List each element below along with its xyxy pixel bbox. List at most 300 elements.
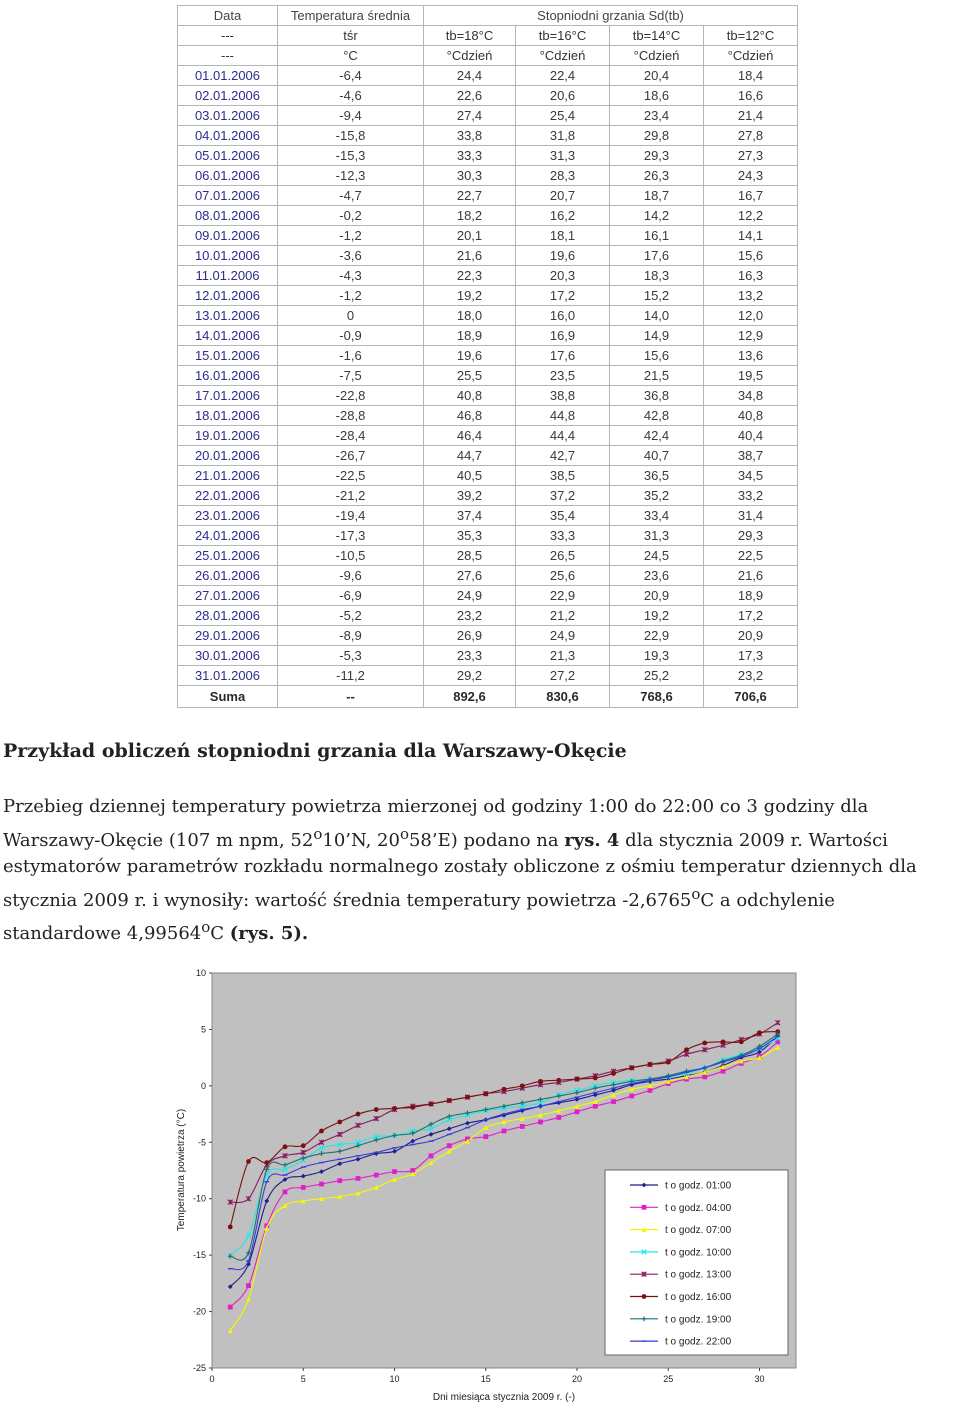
cell-mean-temp: -15,8 xyxy=(278,126,424,146)
table-row xyxy=(178,206,798,226)
cell-sd-14: 40,7 xyxy=(610,446,704,466)
legend-label: t o godz. 19:00 xyxy=(665,1314,732,1326)
cell-sd-12: 29,3 xyxy=(704,526,798,546)
para-sup: o xyxy=(313,824,323,843)
cell-sd-12: 18,9 xyxy=(704,586,798,606)
data-point xyxy=(648,1088,653,1093)
header-row-1 xyxy=(178,6,798,26)
cell-sd-12: 22,5 xyxy=(704,546,798,566)
cell-date: 22.01.2006 xyxy=(178,486,278,506)
cell-date: 21.01.2006 xyxy=(178,466,278,486)
cell-mean-temp: -4,6 xyxy=(278,86,424,106)
cell-date: 08.01.2006 xyxy=(178,206,278,226)
cell-sd-16: 44,4 xyxy=(516,426,610,446)
cell-sd-16: 28,3 xyxy=(516,166,610,186)
cell-sd-16: 33,3 xyxy=(516,526,610,546)
data-point xyxy=(301,1143,306,1148)
cell-sd-14: 33,4 xyxy=(610,506,704,526)
cell-sd-12: 14,1 xyxy=(704,226,798,246)
data-point xyxy=(575,1077,580,1082)
cell-date: 05.01.2006 xyxy=(178,146,278,166)
para-sup: o xyxy=(399,824,409,843)
figure-ref-5: (rys. 5). xyxy=(229,923,309,944)
cell-sd-12: 21,4 xyxy=(704,106,798,126)
cell-sd-14: 23,6 xyxy=(610,566,704,586)
cell-sd-12: 40,8 xyxy=(704,406,798,426)
legend-box xyxy=(605,1170,788,1355)
cell-sd-16: 42,7 xyxy=(516,446,610,466)
cell-mean-temp: -1,6 xyxy=(278,346,424,366)
cell-sd-14: 16,1 xyxy=(610,226,704,246)
table-row xyxy=(178,486,798,506)
cell-sd-14: 17,6 xyxy=(610,246,704,266)
sum-row xyxy=(178,686,798,708)
cell-sd-12: 33,2 xyxy=(704,486,798,506)
cell-sd-18: 22,3 xyxy=(424,266,516,286)
cell-mean-temp: -12,3 xyxy=(278,166,424,186)
y-tick-label: 5 xyxy=(200,1024,206,1035)
legend-label: t o godz. 01:00 xyxy=(665,1180,732,1192)
cell-sd-18: 19,2 xyxy=(424,286,516,306)
cell-sd-16: 21,2 xyxy=(516,606,610,626)
cell-date: 29.01.2006 xyxy=(178,626,278,646)
cell-sd-14: 14,0 xyxy=(610,306,704,326)
data-point xyxy=(757,1030,762,1035)
data-point xyxy=(593,1076,598,1081)
table-row xyxy=(178,446,798,466)
unit-cell: °C xyxy=(278,46,424,66)
cell-sd-12: 38,7 xyxy=(704,446,798,466)
data-point xyxy=(319,1182,324,1187)
cell-sd-14: 29,3 xyxy=(610,146,704,166)
cell-sd-18: 39,2 xyxy=(424,486,516,506)
data-point xyxy=(283,1144,288,1149)
cell-sd-16: 25,4 xyxy=(516,106,610,126)
table-row xyxy=(178,326,798,346)
cell-sd-18: 29,2 xyxy=(424,666,516,686)
header-cell: tb=14°C xyxy=(610,26,704,46)
header-cell: --- xyxy=(178,26,278,46)
table-row xyxy=(178,606,798,626)
data-point xyxy=(538,1079,543,1084)
data-point xyxy=(337,1120,342,1125)
header-cell: tśr xyxy=(278,26,424,46)
para-text: Przebieg dziennej temperatury powietrza mierzonej od godziny 1:00 do 22:00 co 3 godziny dla Warszawy-Okęcie (107 m npm, 52 xyxy=(3,796,869,851)
unit-cell: °Cdzień xyxy=(704,46,798,66)
data-point xyxy=(429,1153,434,1158)
data-point xyxy=(392,1169,397,1174)
header-cell: tb=18°C xyxy=(424,26,516,46)
table-row xyxy=(178,546,798,566)
table-row xyxy=(178,586,798,606)
unit-cell: °Cdzień xyxy=(516,46,610,66)
cell-mean-temp: -28,4 xyxy=(278,426,424,446)
cell-sd-14: 42,4 xyxy=(610,426,704,446)
cell-date: 16.01.2006 xyxy=(178,366,278,386)
x-tick-label: 10 xyxy=(389,1374,400,1384)
cell-sd-12: 12,0 xyxy=(704,306,798,326)
cell-sd-14: 19,2 xyxy=(610,606,704,626)
legend-label: t o godz. 04:00 xyxy=(665,1202,732,1214)
table-row xyxy=(178,406,798,426)
data-point xyxy=(337,1178,342,1183)
cell-sd-16: 27,2 xyxy=(516,666,610,686)
cell-mean-temp: -5,2 xyxy=(278,606,424,626)
x-tick-label: 25 xyxy=(663,1374,674,1384)
cell-sd-16: 22,9 xyxy=(516,586,610,606)
cell-sd-14: 20,4 xyxy=(610,66,704,86)
cell-date: 26.01.2006 xyxy=(178,566,278,586)
y-tick-label: -20 xyxy=(192,1306,206,1317)
y-tick-label: -10 xyxy=(192,1193,206,1204)
data-point xyxy=(447,1098,452,1103)
para-text: 58’E) podano na xyxy=(408,829,565,851)
cell-sd-18: 28,5 xyxy=(424,546,516,566)
cell-mean-temp: -6,4 xyxy=(278,66,424,86)
cell-sd-14: 18,7 xyxy=(610,186,704,206)
cell-sd-18: 22,6 xyxy=(424,86,516,106)
cell-mean-temp: -21,2 xyxy=(278,486,424,506)
cell-date: 13.01.2006 xyxy=(178,306,278,326)
table-row xyxy=(178,626,798,646)
data-point xyxy=(721,1039,726,1044)
data-point xyxy=(356,1176,361,1181)
data-point xyxy=(264,1160,269,1165)
data-point xyxy=(246,1159,251,1164)
cell-sd-18: 26,9 xyxy=(424,626,516,646)
cell-sd-12: 34,8 xyxy=(704,386,798,406)
cell-sd-12: 15,6 xyxy=(704,246,798,266)
cell-sd-16: 44,8 xyxy=(516,406,610,426)
cell-sd-18: 37,4 xyxy=(424,506,516,526)
data-point xyxy=(228,1305,233,1310)
data-point xyxy=(228,1225,233,1230)
cell-date: 31.01.2006 xyxy=(178,666,278,686)
table-row xyxy=(178,166,798,186)
cell-sd-16: 21,3 xyxy=(516,646,610,666)
x-tick-label: 20 xyxy=(571,1374,583,1384)
sum-cell: 892,6 xyxy=(424,686,516,708)
cell-sd-16: 38,8 xyxy=(516,386,610,406)
table-row xyxy=(178,246,798,266)
x-tick-label: 0 xyxy=(209,1374,215,1384)
cell-date: 18.01.2006 xyxy=(178,406,278,426)
cell-sd-18: 18,0 xyxy=(424,306,516,326)
cell-date: 03.01.2006 xyxy=(178,106,278,126)
header-row-2 xyxy=(178,26,798,46)
cell-date: 19.01.2006 xyxy=(178,426,278,446)
cell-date: 01.01.2006 xyxy=(178,66,278,86)
cell-date: 23.01.2006 xyxy=(178,506,278,526)
cell-mean-temp: -15,3 xyxy=(278,146,424,166)
cell-sd-18: 27,6 xyxy=(424,566,516,586)
cell-sd-18: 21,6 xyxy=(424,246,516,266)
cell-sd-18: 23,2 xyxy=(424,606,516,626)
para-text: C a odchylenie standardowe 4,99564 xyxy=(3,889,835,944)
cell-sd-12: 23,2 xyxy=(704,666,798,686)
x-tick-label: 5 xyxy=(300,1374,306,1384)
data-point xyxy=(642,1294,647,1299)
data-point xyxy=(684,1047,689,1052)
data-point xyxy=(629,1065,634,1070)
cell-mean-temp: -17,3 xyxy=(278,526,424,546)
cell-sd-18: 18,2 xyxy=(424,206,516,226)
para-text: C xyxy=(210,923,230,944)
cell-mean-temp: -5,3 xyxy=(278,646,424,666)
data-point xyxy=(538,1120,543,1125)
data-point xyxy=(702,1041,707,1046)
cell-sd-12: 20,9 xyxy=(704,626,798,646)
cell-sd-12: 13,6 xyxy=(704,346,798,366)
data-point xyxy=(611,1099,616,1104)
sum-label: Suma xyxy=(178,686,278,708)
sum-cell: 706,6 xyxy=(704,686,798,708)
legend-label: t o godz. 07:00 xyxy=(665,1225,732,1237)
para-text: 10’N, 20 xyxy=(322,829,400,851)
table-row xyxy=(178,466,798,486)
table-row xyxy=(178,186,798,206)
cell-sd-18: 27,4 xyxy=(424,106,516,126)
cell-sd-16: 26,5 xyxy=(516,546,610,566)
table-row xyxy=(178,226,798,246)
degree-days-table xyxy=(177,5,798,708)
cell-sd-18: 20,1 xyxy=(424,226,516,246)
x-axis-label: Dni miesiąca stycznia 2009 r. (-) xyxy=(432,1392,576,1403)
data-point xyxy=(483,1091,488,1096)
cell-sd-14: 36,5 xyxy=(610,466,704,486)
cell-sd-18: 22,7 xyxy=(424,186,516,206)
unit-cell: °Cdzień xyxy=(610,46,704,66)
data-point xyxy=(556,1115,561,1120)
cell-sd-16: 17,6 xyxy=(516,346,610,366)
cell-date: 11.01.2006 xyxy=(178,266,278,286)
cell-sd-12: 18,4 xyxy=(704,66,798,86)
cell-sd-12: 16,7 xyxy=(704,186,798,206)
cell-mean-temp: -1,2 xyxy=(278,286,424,306)
cell-sd-12: 12,2 xyxy=(704,206,798,226)
cell-mean-temp: -9,4 xyxy=(278,106,424,126)
cell-mean-temp: -0,9 xyxy=(278,326,424,346)
cell-sd-16: 16,0 xyxy=(516,306,610,326)
cell-mean-temp: -6,9 xyxy=(278,586,424,606)
table-body xyxy=(178,6,798,708)
table-row xyxy=(178,506,798,526)
cell-mean-temp: -4,3 xyxy=(278,266,424,286)
cell-sd-14: 18,6 xyxy=(610,86,704,106)
cell-sd-12: 17,3 xyxy=(704,646,798,666)
cell-sd-18: 35,3 xyxy=(424,526,516,546)
cell-sd-14: 18,3 xyxy=(610,266,704,286)
cell-sd-12: 19,5 xyxy=(704,366,798,386)
header-mean-temp: Temperatura średnia xyxy=(278,6,424,26)
cell-sd-18: 46,8 xyxy=(424,406,516,426)
cell-mean-temp: -10,5 xyxy=(278,546,424,566)
cell-mean-temp: -4,7 xyxy=(278,186,424,206)
cell-sd-16: 18,1 xyxy=(516,226,610,246)
cell-mean-temp: -22,5 xyxy=(278,466,424,486)
cell-sd-12: 16,6 xyxy=(704,86,798,106)
cell-mean-temp: -11,2 xyxy=(278,666,424,686)
table-row xyxy=(178,66,798,86)
cell-sd-12: 21,6 xyxy=(704,566,798,586)
data-point xyxy=(301,1185,306,1190)
data-point xyxy=(739,1039,744,1044)
cell-date: 07.01.2006 xyxy=(178,186,278,206)
header-degree-days: Stopniodni grzania Sd(tb) xyxy=(424,6,798,26)
sum-cell: -- xyxy=(278,686,424,708)
cell-sd-14: 42,8 xyxy=(610,406,704,426)
unit-cell: --- xyxy=(178,46,278,66)
degree-days-table-container xyxy=(177,5,797,705)
data-point xyxy=(721,1069,726,1074)
cell-date: 17.01.2006 xyxy=(178,386,278,406)
cell-sd-16: 16,2 xyxy=(516,206,610,226)
cell-mean-temp: -19,4 xyxy=(278,506,424,526)
cell-sd-14: 14,9 xyxy=(610,326,704,346)
cell-sd-16: 16,9 xyxy=(516,326,610,346)
cell-date: 27.01.2006 xyxy=(178,586,278,606)
cell-date: 28.01.2006 xyxy=(178,606,278,626)
cell-sd-18: 46,4 xyxy=(424,426,516,446)
cell-mean-temp: -8,9 xyxy=(278,626,424,646)
data-point xyxy=(447,1143,452,1148)
legend-label: t o godz. 13:00 xyxy=(665,1269,732,1281)
cell-sd-14: 15,6 xyxy=(610,346,704,366)
table-row xyxy=(178,426,798,446)
cell-sd-18: 30,3 xyxy=(424,166,516,186)
data-point xyxy=(319,1129,324,1134)
cell-sd-16: 37,2 xyxy=(516,486,610,506)
data-point xyxy=(502,1129,507,1134)
data-point xyxy=(520,1083,525,1088)
table-row xyxy=(178,106,798,126)
cell-sd-18: 18,9 xyxy=(424,326,516,346)
cell-sd-12: 31,4 xyxy=(704,506,798,526)
cell-sd-12: 40,4 xyxy=(704,426,798,446)
cell-sd-14: 36,8 xyxy=(610,386,704,406)
cell-date: 24.01.2006 xyxy=(178,526,278,546)
cell-date: 12.01.2006 xyxy=(178,286,278,306)
cell-date: 25.01.2006 xyxy=(178,546,278,566)
data-point xyxy=(356,1112,361,1117)
cell-date: 14.01.2006 xyxy=(178,326,278,346)
cell-sd-14: 25,2 xyxy=(610,666,704,686)
cell-sd-18: 19,6 xyxy=(424,346,516,366)
table-row xyxy=(178,566,798,586)
y-tick-label: -25 xyxy=(192,1363,206,1373)
cell-sd-16: 17,2 xyxy=(516,286,610,306)
table-row xyxy=(178,666,798,686)
data-point xyxy=(246,1283,251,1288)
table-row xyxy=(178,286,798,306)
cell-date: 09.01.2006 xyxy=(178,226,278,246)
cell-sd-16: 20,3 xyxy=(516,266,610,286)
cell-sd-16: 38,5 xyxy=(516,466,610,486)
para-sup: o xyxy=(201,918,211,936)
data-point xyxy=(611,1071,616,1076)
data-point xyxy=(465,1095,470,1100)
y-tick-label: 0 xyxy=(200,1080,206,1091)
cell-sd-18: 23,3 xyxy=(424,646,516,666)
cell-sd-16: 23,5 xyxy=(516,366,610,386)
cell-mean-temp: -7,5 xyxy=(278,366,424,386)
cell-sd-16: 24,9 xyxy=(516,626,610,646)
cell-date: 10.01.2006 xyxy=(178,246,278,266)
data-point xyxy=(483,1134,488,1139)
data-point xyxy=(593,1104,598,1109)
cell-date: 06.01.2006 xyxy=(178,166,278,186)
table-row xyxy=(178,646,798,666)
cell-sd-12: 13,2 xyxy=(704,286,798,306)
para-sup: o xyxy=(691,884,701,903)
cell-sd-16: 31,3 xyxy=(516,146,610,166)
cell-sd-12: 17,2 xyxy=(704,606,798,626)
table-row xyxy=(178,86,798,106)
unit-cell: °Cdzień xyxy=(424,46,516,66)
cell-date: 15.01.2006 xyxy=(178,346,278,366)
cell-sd-14: 23,4 xyxy=(610,106,704,126)
cell-sd-12: 27,8 xyxy=(704,126,798,146)
cell-sd-16: 31,8 xyxy=(516,126,610,146)
cell-sd-14: 22,9 xyxy=(610,626,704,646)
data-point xyxy=(410,1105,415,1110)
para-text: dla stycznia 2009 r. Wartości estymatorów parametrów rozkładu normalnego zostały obliczone z ośmiu temperatur dziennych dla stycznia 2009 r. i wynosiły: wartość średnia temperatury powietrza -2,6765 xyxy=(3,829,917,911)
cell-mean-temp: -22,8 xyxy=(278,386,424,406)
cell-date: 02.01.2006 xyxy=(178,86,278,106)
cell-sd-14: 29,8 xyxy=(610,126,704,146)
cell-sd-18: 40,8 xyxy=(424,386,516,406)
data-point xyxy=(648,1062,653,1067)
sum-cell: 768,6 xyxy=(610,686,704,708)
cell-sd-18: 24,4 xyxy=(424,66,516,86)
table-row xyxy=(178,266,798,286)
cell-sd-12: 34,5 xyxy=(704,466,798,486)
cell-mean-temp: -28,8 xyxy=(278,406,424,426)
cell-sd-18: 24,9 xyxy=(424,586,516,606)
cell-date: 04.01.2006 xyxy=(178,126,278,146)
header-cell: tb=16°C xyxy=(516,26,610,46)
description-paragraph xyxy=(3,794,957,948)
data-point xyxy=(429,1102,434,1107)
cell-date: 20.01.2006 xyxy=(178,446,278,466)
cell-sd-18: 33,8 xyxy=(424,126,516,146)
cell-sd-14: 20,9 xyxy=(610,586,704,606)
cell-mean-temp: -9,6 xyxy=(278,566,424,586)
table-row xyxy=(178,386,798,406)
cell-sd-14: 15,2 xyxy=(610,286,704,306)
cell-sd-14: 24,5 xyxy=(610,546,704,566)
table-row xyxy=(178,306,798,326)
x-tick-label: 30 xyxy=(754,1374,765,1384)
cell-sd-16: 25,6 xyxy=(516,566,610,586)
data-point xyxy=(520,1124,525,1129)
cell-sd-18: 25,5 xyxy=(424,366,516,386)
table-row xyxy=(178,526,798,546)
figure-ref-4: rys. 4 xyxy=(564,829,620,851)
header-cell: tb=12°C xyxy=(704,26,798,46)
cell-mean-temp: -0,2 xyxy=(278,206,424,226)
x-tick-label: 15 xyxy=(480,1374,491,1384)
header-date: Data xyxy=(178,6,278,26)
cell-date: 30.01.2006 xyxy=(178,646,278,666)
y-axis-label: Temperatura powietrza (°C) xyxy=(176,1108,187,1232)
y-tick-label: -5 xyxy=(197,1137,206,1148)
cell-sd-14: 19,3 xyxy=(610,646,704,666)
cell-sd-12: 16,3 xyxy=(704,266,798,286)
cell-sd-16: 22,4 xyxy=(516,66,610,86)
header-row-3 xyxy=(178,46,798,66)
section-heading: Przykład obliczeń stopniodni grzania dla Warszawy-Okęcie xyxy=(3,740,627,762)
